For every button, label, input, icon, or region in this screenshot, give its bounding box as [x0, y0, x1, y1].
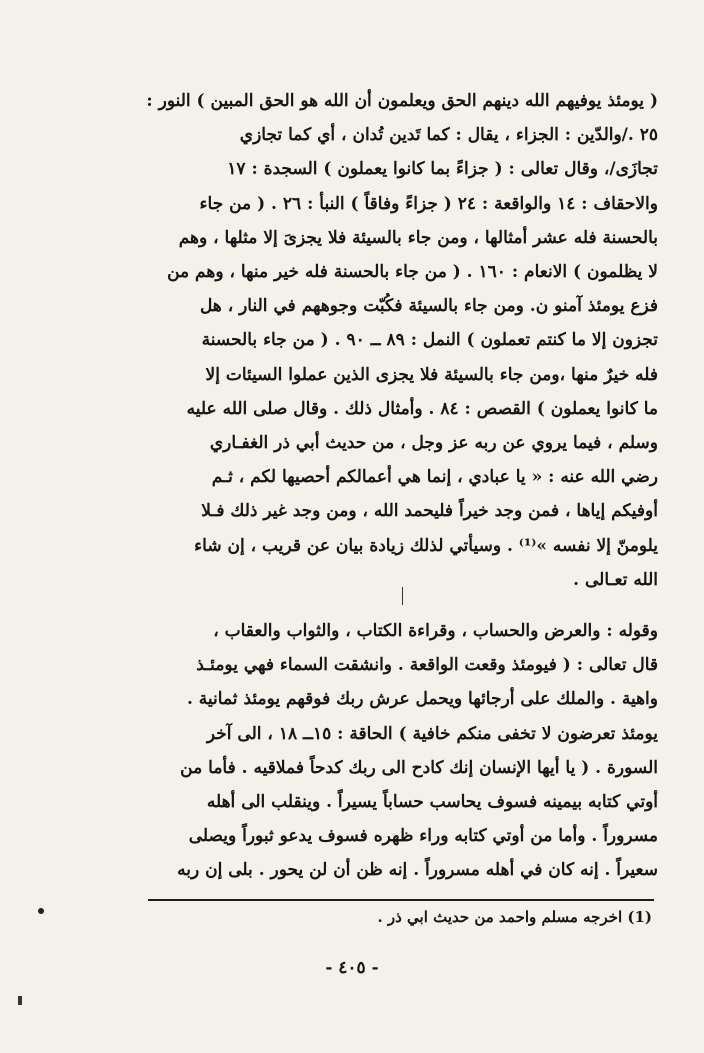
scan-speck [18, 996, 22, 1005]
text-line: تجزون إلا ما كنتم تعملون ) النمل : ٨٩ ــ ٩٠ . ( من جاء بالحسنة [201, 330, 658, 351]
text-line: رضي الله عنه : « يا عبادي ، إنما هي أعمالكم أحصيها لكم ، ثـم [211, 467, 658, 488]
text-line: لا يظلمون ) الانعام : ١٦٠ . ( من جاء بالحسنة فله خير منها ، وهم من [167, 262, 658, 283]
text-line: مسروراً . وأما من أوتي كتابه وراء ظهره فسوف يدعو ثبوراً ويصلى [188, 826, 658, 847]
scan-speck [38, 908, 44, 914]
margin-mark [402, 587, 403, 605]
text-line: واهية . والملك على أرجائها ويحمل عرش ربك فوقهم يومئذ ثمانية . [186, 689, 658, 710]
text-line: وسلم ، فيما يروي عن ربه عز وجل ، من حديث أبي ذر الغفـاري [209, 433, 658, 454]
text-line: الله تعـالى . [573, 569, 658, 590]
footnote: (1) اخرجه مسلم واحمد من حديث ابي ذر . [377, 908, 652, 926]
text-line: ما كانوا يعملون ) القصص : ٨٤ . وأمثال ذلك . وقال صلى الله عليه [186, 398, 658, 419]
text-line: ( يومئذ يوفيهم الله دينهم الحق ويعلمون أن الله هو الحق المبين ) النور : [146, 91, 658, 111]
text-line: ٢٥ ./والدّين : الجزاء ، يقال : كما تَدين تُدان ، أي كما تجازي [239, 125, 658, 146]
text-line: يلومنّ إلا نفسه »⁽¹⁾ . وسيأتي لذلك زيادة بيان عن قريب ، إن شاء [194, 535, 658, 556]
text-line: تجازَى/، وقال تعالى : ( جزاءً بما كانوا يعملون ) السجدة : ١٧ [227, 159, 658, 180]
text-line: أوتي كتابه بيمينه فسوف يحاسب حساباً يسيراً . وينقلب الى أهله [206, 792, 658, 813]
text-line: وقوله : والعرض والحساب ، وقراءة الكتاب ، والثواب والعقاب ، [213, 621, 658, 642]
text-line: بالحسنة فله عشر أمثالها ، ومن جاء بالسيئة فلا يجزىَ إلا مثلها ، وهم [178, 227, 658, 248]
text-line: سعيراً . إنه كان في أهله مسروراً . إنه ظن أن لن يحور . بلى إن ربه [177, 860, 658, 881]
paragraph-reckoning [124, 614, 658, 888]
text-line: يومئذ تعرضون لا تخفى منكم خافية ) الحاقة : ١٥ــ ١٨ ، الى آخر [206, 723, 658, 744]
page-number: - ٤٠٥ - [325, 958, 379, 978]
paragraph-verses-on-recompense [124, 84, 658, 597]
footnote-separator [148, 899, 654, 901]
paragraph-gap [124, 597, 658, 614]
text-line: فله خيرٌ منها ،ومن جاء بالسيئة فلا يجزى الذين عملوا السيئات إلا [205, 364, 658, 385]
text-line: فزع يومئذ آمنو ن. ومن جاء بالسيئة فكُبّت وجوههم في النار ، هل [199, 296, 658, 317]
main-text [124, 84, 658, 888]
text-line: قال تعالى : ( فيومئذ وقعت الواقعة . وانشقت السماء فهي يومئـذ [196, 655, 658, 676]
text-line: أوفيكم إياها ، فمن وجد خيراً فليحمد الله ، ومن وجد غير ذلك فـلا [201, 501, 658, 522]
text-line: والاحقاف : ١٤ والواقعة : ٢٤ ( جزاءً وفاقاً ) النبأ : ٢٦ . ( من جاء [199, 193, 658, 214]
text-line: السورة . ( يا أيها الإنسان إنك كادح الى ربك كدحاً فملاقيه . فأما من [180, 757, 658, 778]
